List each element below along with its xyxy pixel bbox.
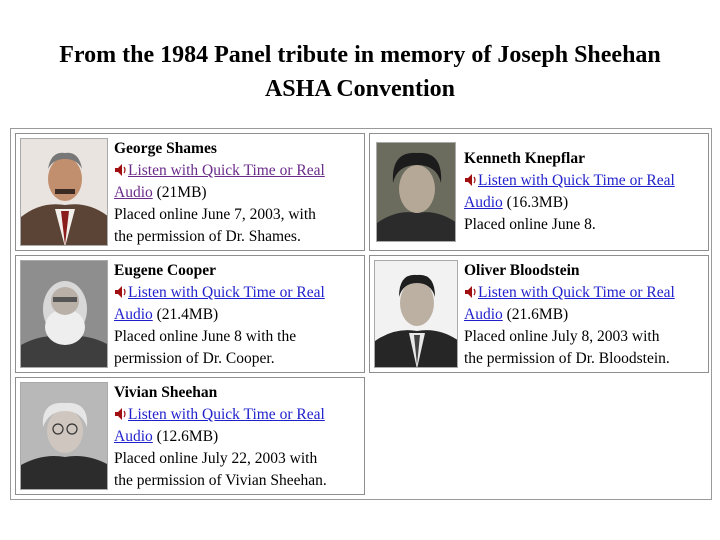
entry-name: Vivian Sheehan	[114, 384, 218, 401]
title-line-2: ASHA Convention	[264, 76, 456, 102]
listen-link[interactable]: Listen with Quick Time or Real	[128, 162, 325, 179]
eugene-cooper-photo	[20, 260, 108, 368]
placed-note: Placed online June 7, 2003, with	[114, 206, 316, 223]
permission-note: permission of Dr. Cooper.	[114, 350, 275, 367]
speaker-icon[interactable]	[464, 285, 478, 299]
placed-note: Placed online June 8 with the	[114, 328, 297, 345]
entry-george-shames	[15, 133, 365, 251]
permission-note: the permission of Vivian Sheehan.	[114, 472, 327, 489]
page-title	[0, 38, 720, 106]
entry-name: Oliver Bloodstein	[464, 262, 580, 279]
speaker-icon[interactable]	[114, 163, 128, 177]
audio-link[interactable]: Audio	[114, 306, 153, 323]
speaker-icon[interactable]	[114, 407, 128, 421]
file-size: (16.3MB)	[502, 194, 569, 211]
oliver-bloodstein-photo	[374, 260, 458, 368]
entry-name: George Shames	[114, 140, 217, 157]
entry-name: Eugene Cooper	[114, 262, 217, 279]
listen-link[interactable]: Listen with Quick Time or Real	[478, 172, 675, 189]
entry-name: Kenneth Knepflar	[464, 150, 585, 167]
file-size: (21.6MB)	[502, 306, 569, 323]
placed-note: Placed online June 8.	[464, 216, 596, 233]
permission-note: the permission of Dr. Bloodstein.	[464, 350, 670, 367]
speaker-icon[interactable]	[114, 285, 128, 299]
title-line-1: From the 1984 Panel tribute in memory of Joseph Sheehan	[59, 42, 661, 68]
placed-note: Placed online July 8, 2003 with	[464, 328, 660, 345]
audio-link[interactable]: Audio	[464, 306, 503, 323]
file-size: (21MB)	[152, 184, 207, 201]
listen-link[interactable]: Listen with Quick Time or Real	[478, 284, 675, 301]
entry-eugene-cooper	[15, 255, 365, 373]
tribute-table	[10, 128, 712, 500]
kenneth-knepflar-photo	[376, 142, 456, 242]
audio-link[interactable]: Audio	[114, 184, 153, 201]
entry-kenneth-knepflar	[369, 133, 709, 251]
audio-link[interactable]: Audio	[464, 194, 503, 211]
listen-link[interactable]: Listen with Quick Time or Real	[128, 284, 325, 301]
listen-link[interactable]: Listen with Quick Time or Real	[128, 406, 325, 423]
entry-oliver-bloodstein	[369, 255, 709, 373]
placed-note: Placed online July 22, 2003 with	[114, 450, 318, 467]
george-shames-photo	[20, 138, 108, 246]
audio-link[interactable]: Audio	[114, 428, 153, 445]
permission-note: the permission of Dr. Shames.	[114, 228, 301, 245]
speaker-icon[interactable]	[464, 173, 478, 187]
entry-vivian-sheehan	[15, 377, 365, 495]
vivian-sheehan-photo	[20, 382, 108, 490]
file-size: (21.4MB)	[152, 306, 219, 323]
file-size: (12.6MB)	[152, 428, 219, 445]
